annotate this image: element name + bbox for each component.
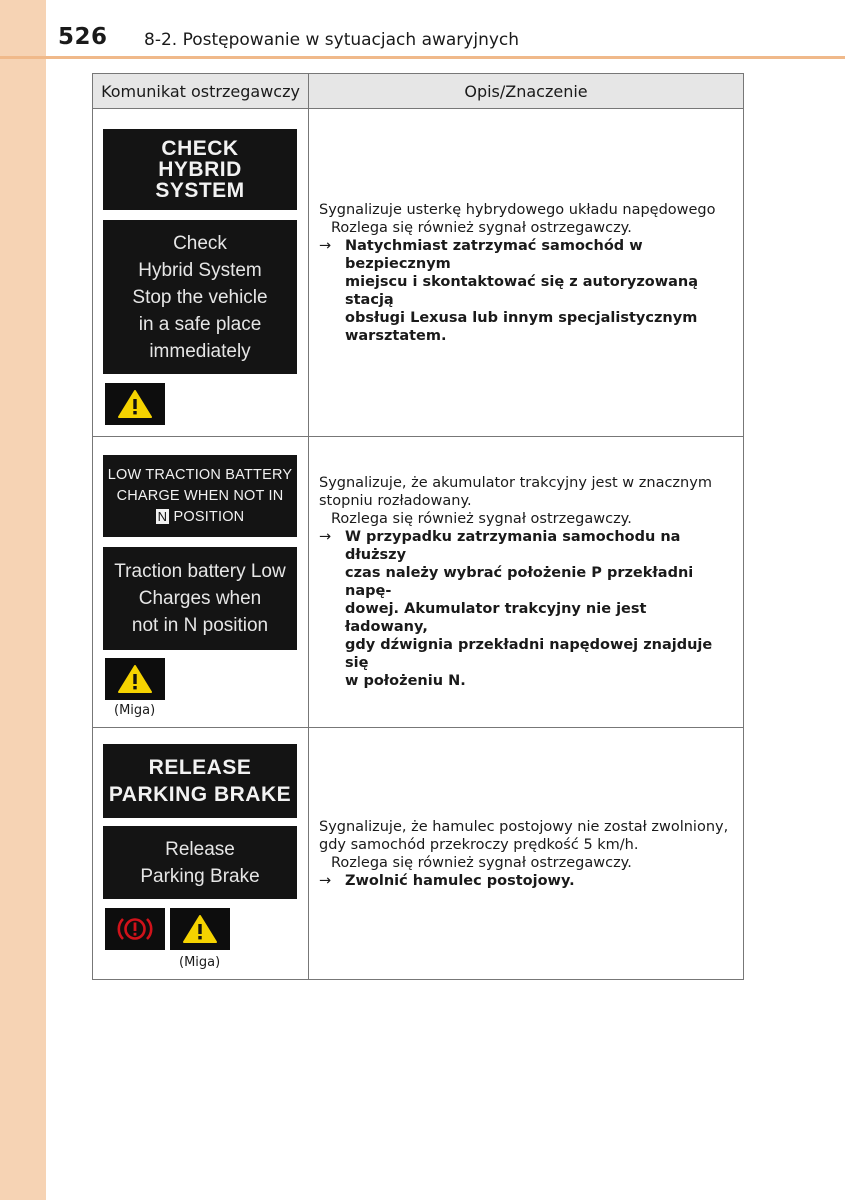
header-rule	[0, 56, 845, 59]
screen-line: POSITION	[173, 508, 245, 525]
table-row	[93, 437, 744, 728]
arrow-icon: →	[319, 529, 332, 545]
screen-line: Traction battery Low	[114, 561, 286, 582]
table-row	[93, 728, 744, 980]
column-header-message: Komunikat ostrzegawczy	[93, 74, 309, 109]
screen-line: not in N position	[131, 615, 269, 636]
screen-line: RELEASE	[148, 756, 252, 779]
screen-line: CHECK	[161, 137, 239, 160]
message-images-cell	[93, 728, 309, 980]
message-description-cell	[309, 109, 744, 437]
screen-line: LOW TRACTION BATTERY	[107, 466, 293, 483]
warning-triangle-icon	[105, 658, 165, 700]
screen-line: Parking Brake	[140, 865, 260, 887]
screen-line: SYSTEM	[155, 179, 245, 202]
action-line: gdy dźwignia przekładni napędowej znajduje się	[345, 637, 713, 671]
display-screen-uppercase	[103, 455, 297, 537]
action-line: warsztatem.	[345, 327, 447, 344]
screen-line: Release	[165, 838, 235, 860]
screen-line: PARKING BRAKE	[108, 783, 292, 806]
display-screen-uppercase	[103, 129, 297, 210]
screen-line: Charges when	[138, 588, 262, 609]
parking-brake-icon	[105, 908, 165, 950]
description-line: gdy samochód przekroczy prędkość 5 km/h.	[319, 836, 639, 853]
description-line: Sygnalizuje usterkę hybrydowego układu napędowego	[319, 201, 716, 218]
action-line: obsługi Lexusa lub innym specjalistycznym	[345, 309, 698, 326]
display-screen-mixedcase	[103, 826, 297, 899]
screen-line: Hybrid System	[138, 259, 262, 281]
action-instruction	[319, 872, 733, 890]
indicator-icons	[105, 658, 308, 700]
description-line: Rozlega się również sygnał ostrzegawczy.	[331, 854, 632, 871]
display-screen-uppercase	[103, 744, 297, 818]
indicator-icons	[105, 908, 308, 950]
display-screen-mixedcase	[103, 220, 297, 374]
warning-triangle-icon	[170, 908, 230, 950]
section-title: 8-2. Postępowanie w sytuacjach awaryjnych	[144, 30, 520, 50]
table-row	[93, 109, 744, 437]
blinking-caption: (Miga)	[114, 703, 156, 718]
action-line: miejscu i skontaktować się z autoryzowaną stacją	[345, 273, 699, 308]
action-line: Zwolnić hamulec postojowy.	[345, 872, 575, 889]
warning-messages-table	[92, 73, 744, 980]
page-number: 526	[58, 24, 108, 50]
screen-line: immediately	[149, 340, 251, 362]
description-line: Rozlega się również sygnał ostrzegawczy.	[331, 219, 632, 236]
screen-line: Stop the vehicle	[132, 286, 268, 308]
action-line: Natychmiast zatrzymać samochód w bezpiecznym	[345, 237, 643, 272]
arrow-icon: →	[319, 237, 332, 254]
description-line: Sygnalizuje, że hamulec postojowy nie został zwolniony,	[319, 818, 729, 835]
arrow-icon: →	[319, 872, 332, 889]
side-color-strip	[0, 0, 46, 1200]
action-line: W przypadku zatrzymania samochodu na dłuższy	[345, 529, 681, 563]
blinking-caption: (Miga)	[179, 955, 221, 970]
action-line: czas należy wybrać położenie P przekładni napę-	[345, 565, 694, 599]
action-instruction	[319, 528, 733, 690]
message-images-cell	[93, 437, 309, 728]
message-description-cell	[309, 728, 744, 980]
screen-line: Check	[173, 232, 227, 254]
table-header-row	[93, 74, 744, 109]
description-line: Sygnalizuje, że akumulator trakcyjny jest w znacznym	[319, 475, 712, 491]
indicator-icons	[105, 383, 308, 425]
display-screen-mixedcase	[103, 547, 297, 650]
message-images-cell	[93, 109, 309, 437]
action-instruction	[319, 237, 733, 345]
warning-triangle-icon	[105, 383, 165, 425]
screen-line: CHARGE WHEN NOT IN	[116, 487, 284, 504]
action-line: w położeniu N.	[345, 673, 466, 689]
gear-n-box: N	[157, 508, 168, 524]
action-line: dowej. Akumulator trakcyjny nie jest ładowany,	[345, 601, 647, 635]
screen-line-with-gear-box	[156, 507, 245, 528]
description-line: stopniu rozładowany.	[319, 493, 472, 509]
screen-line: HYBRID	[158, 158, 242, 181]
column-header-description: Opis/Znaczenie	[309, 74, 744, 109]
screen-line: in a safe place	[138, 313, 262, 335]
description-line: Rozlega się również sygnał ostrzegawczy.	[331, 511, 632, 527]
message-description-cell	[309, 437, 744, 728]
